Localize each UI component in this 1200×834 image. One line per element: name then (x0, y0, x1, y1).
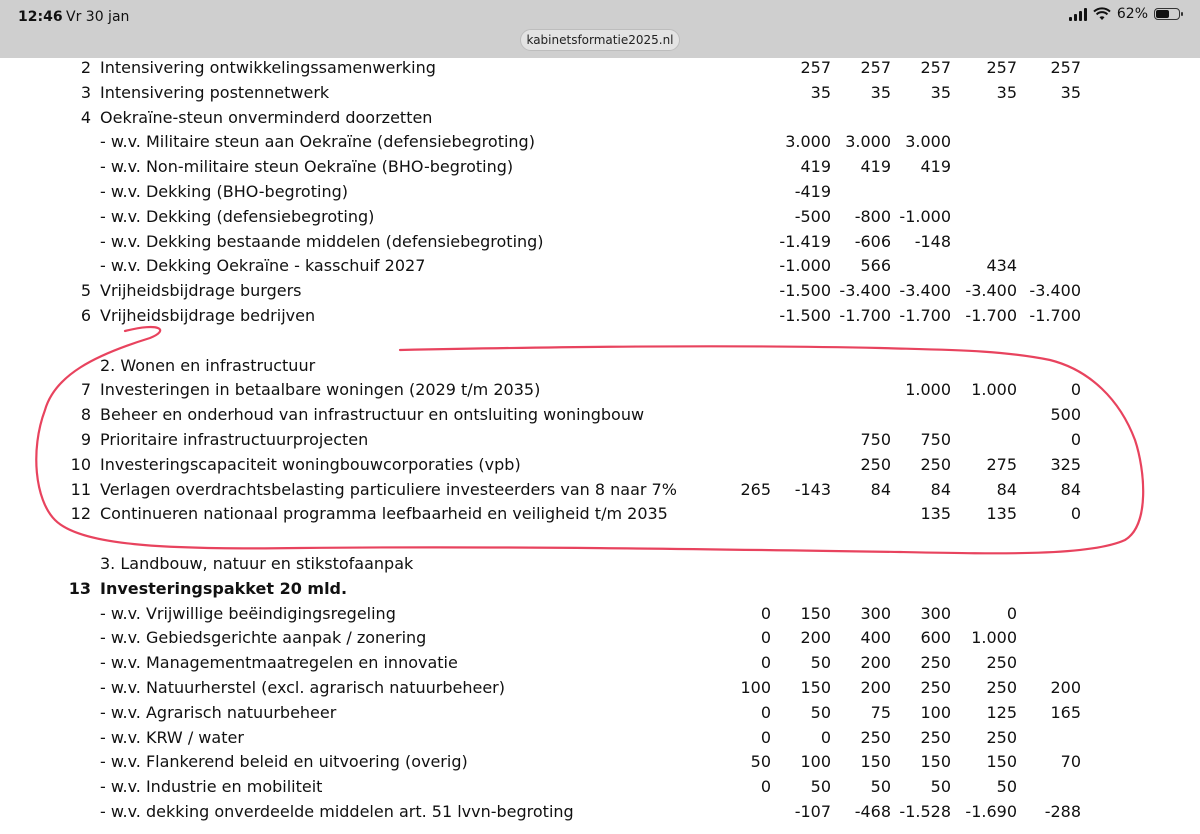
cell-value: 300 (920, 603, 951, 623)
table-row (0, 453, 1200, 477)
cell-value: 250 (986, 653, 1017, 673)
row-label: Investeringspakket 20 mld. (100, 578, 348, 598)
cell-value: 35 (810, 82, 831, 102)
section-header (0, 354, 1200, 378)
table-row (0, 701, 1200, 725)
cell-value: 50 (930, 777, 951, 797)
cell-value: 250 (920, 727, 951, 747)
cell-value: 257 (920, 58, 951, 77)
row-number: 2 (80, 58, 91, 77)
cell-value: 265 (740, 479, 771, 499)
table-row (0, 230, 1200, 254)
cell-value: 0 (760, 628, 771, 648)
cell-value: 100 (800, 752, 831, 772)
row-number: 5 (80, 281, 91, 301)
table-row (0, 726, 1200, 750)
row-label: - w.v. Natuurherstel (excl. agrarisch natuurbeheer) (100, 678, 505, 697)
row-label: Investeringen in betaalbare woningen (2029 t/m 2035) (100, 380, 541, 400)
cell-value: 250 (986, 678, 1017, 697)
row-label: - w.v. Gebiedsgerichte aanpak / zonering (100, 628, 427, 648)
cell-value: 3.000 (905, 132, 951, 152)
row-label: - w.v. Vrijwillige beëindigingsregeling (100, 603, 396, 623)
cell-value: 50 (810, 653, 831, 673)
cell-value: 100 (740, 678, 771, 697)
cell-value: 0 (1070, 504, 1081, 524)
row-number: 13 (68, 578, 91, 598)
cell-value: -1.419 (779, 231, 831, 251)
row-label: Verlagen overdrachtsbelasting particuliere investeerders van 8 naar 7% (100, 479, 677, 499)
cell-value: 600 (920, 628, 951, 648)
wifi-icon (1093, 7, 1111, 21)
cell-value: 419 (920, 157, 951, 177)
row-label: Intensivering ontwikkelingssamenwerking (100, 58, 436, 77)
cell-value: 257 (1050, 58, 1081, 77)
cell-value: -500 (794, 206, 831, 226)
row-label: - w.v. dekking onverdeelde middelen art. 51 lvvn-begroting (100, 802, 574, 821)
cell-value: -3.400 (965, 281, 1017, 301)
cell-value: -1.700 (965, 306, 1017, 325)
battery-icon (1154, 8, 1180, 20)
cell-value: 0 (820, 727, 831, 747)
table-row (0, 478, 1200, 502)
section-header (0, 552, 1200, 576)
row-number: 11 (70, 479, 91, 499)
cell-value: -606 (854, 231, 891, 251)
table-row (0, 56, 1200, 80)
row-label: 3. Landbouw, natuur en stikstofaanpak (100, 554, 414, 573)
cell-value: 250 (860, 454, 891, 474)
cell-value: 125 (986, 702, 1017, 722)
table-row (0, 775, 1200, 799)
cell-value: 250 (920, 678, 951, 697)
cell-value: 150 (920, 752, 951, 772)
cell-value: 750 (920, 430, 951, 449)
cell-value: -3.400 (1029, 281, 1081, 301)
cell-value: 200 (860, 678, 891, 697)
cell-value: 400 (860, 628, 891, 648)
cell-value: -288 (1044, 802, 1081, 821)
cell-value: -143 (794, 479, 831, 499)
row-label: Vrijheidsbijdrage bedrijven (100, 306, 316, 325)
cell-value: 275 (986, 454, 1017, 474)
cell-value: 35 (870, 82, 891, 102)
cell-value: 50 (870, 777, 891, 797)
url-bar[interactable]: kabinetsformatie2025.nl (520, 29, 680, 51)
status-date: Vr 30 jan (66, 9, 130, 25)
cell-value: -800 (854, 206, 891, 226)
cell-value: -148 (914, 231, 951, 251)
cell-value: 257 (986, 58, 1017, 77)
cell-value: 0 (760, 603, 771, 623)
blank-row (0, 527, 1200, 551)
row-label: - w.v. Dekking (BHO-begroting) (100, 182, 348, 201)
table-row (0, 403, 1200, 427)
row-number: 10 (70, 454, 91, 474)
row-label: - w.v. Agrarisch natuurbeheer (100, 702, 337, 722)
cell-value: 0 (1070, 430, 1081, 449)
cell-value: 135 (986, 504, 1017, 524)
cell-value: 750 (860, 430, 891, 449)
cell-value: 419 (860, 157, 891, 177)
cell-value: -3.400 (839, 281, 891, 301)
cell-value: 250 (920, 454, 951, 474)
cell-value: 100 (920, 702, 951, 722)
cell-value: 150 (986, 752, 1017, 772)
cell-value: 84 (930, 479, 951, 499)
table-row (0, 254, 1200, 278)
row-label: Continueren nationaal programma leefbaarheid en veiligheid t/m 2035 (100, 504, 668, 524)
row-number: 7 (80, 380, 91, 400)
blank-row (0, 329, 1200, 353)
table-row (0, 676, 1200, 700)
cell-value: 35 (1060, 82, 1081, 102)
table-row (0, 81, 1200, 105)
cell-value: 50 (996, 777, 1017, 797)
cell-value: 3.000 (845, 132, 891, 152)
table-row (0, 155, 1200, 179)
cell-value: 84 (996, 479, 1017, 499)
row-label: - w.v. Dekking bestaande middelen (defensiebegroting) (100, 231, 544, 251)
row-label: - w.v. KRW / water (100, 727, 244, 747)
cell-value: 434 (986, 256, 1017, 276)
cell-value: 1.000 (905, 380, 951, 400)
table-row (0, 304, 1200, 328)
table-row (0, 651, 1200, 675)
table-row (0, 750, 1200, 774)
table-row (0, 800, 1200, 824)
cell-value: -468 (854, 802, 891, 821)
table-row (0, 180, 1200, 204)
cell-value: -1.690 (965, 802, 1017, 821)
cell-value: 325 (1050, 454, 1081, 474)
row-number: 8 (80, 405, 91, 425)
table-row (0, 502, 1200, 526)
cell-value: 257 (860, 58, 891, 77)
cell-value: 500 (1050, 405, 1081, 425)
cell-value: 70 (1060, 752, 1081, 772)
cell-value: -1.700 (899, 306, 951, 325)
battery-level (1156, 10, 1169, 18)
cell-value: 84 (1060, 479, 1081, 499)
row-number: 3 (80, 82, 91, 102)
cell-value: 3.000 (785, 132, 831, 152)
table-row (0, 106, 1200, 130)
cell-value: -1.000 (779, 256, 831, 276)
cell-value: 419 (800, 157, 831, 177)
row-label: Beheer en onderhoud van infrastructuur en ontsluiting woningbouw (100, 405, 645, 425)
cell-value: 35 (996, 82, 1017, 102)
signal-icon (1069, 7, 1087, 21)
row-label: Prioritaire infrastructuurprojecten (100, 430, 369, 449)
table-row (0, 130, 1200, 154)
table-row (0, 626, 1200, 650)
row-label: - w.v. Flankerend beleid en uitvoering (overig) (100, 752, 468, 772)
cell-value: -1.500 (779, 306, 831, 325)
row-label: - w.v. Non-militaire steun Oekraïne (BHO-begroting) (100, 157, 514, 177)
cell-value: 150 (800, 603, 831, 623)
cell-value: 0 (760, 702, 771, 722)
cell-value: 0 (1070, 380, 1081, 400)
row-label: - w.v. Industrie en mobiliteit (100, 777, 323, 797)
cell-value: -419 (794, 182, 831, 201)
cell-value: 50 (750, 752, 771, 772)
row-label: - w.v. Militaire steun aan Oekraïne (defensiebegroting) (100, 132, 535, 152)
cell-value: 200 (800, 628, 831, 648)
cell-value: 566 (860, 256, 891, 276)
status-indicators (1069, 6, 1180, 22)
cell-value: 250 (860, 727, 891, 747)
table-row (0, 577, 1200, 601)
cell-value: 0 (760, 727, 771, 747)
battery-percentage: 62% (1116, 6, 1148, 22)
row-number: 6 (80, 306, 91, 325)
cell-value: 50 (810, 777, 831, 797)
cell-value: 1.000 (971, 380, 1017, 400)
cell-value: 1.000 (971, 628, 1017, 648)
row-label: Investeringscapaciteit woningbouwcorporaties (vpb) (100, 454, 521, 474)
row-label: Vrijheidsbijdrage burgers (100, 281, 302, 301)
status-time: 12:46 (18, 9, 63, 25)
cell-value: 75 (870, 702, 891, 722)
row-label: Intensivering postennetwerk (100, 82, 330, 102)
cell-value: 200 (860, 653, 891, 673)
cell-value: 135 (920, 504, 951, 524)
row-number: 4 (80, 107, 91, 127)
cell-value: 0 (760, 653, 771, 673)
cell-value: 165 (1050, 702, 1081, 722)
cell-value: 35 (930, 82, 951, 102)
table-row (0, 602, 1200, 626)
row-number: 9 (80, 430, 91, 449)
row-label: - w.v. Dekking Oekraïne - kasschuif 2027 (100, 256, 426, 276)
cell-value: 150 (860, 752, 891, 772)
cell-value: -1.700 (839, 306, 891, 325)
cell-value: 0 (760, 777, 771, 797)
row-label: 2. Wonen en infrastructuur (100, 355, 316, 375)
cell-value: 200 (1050, 678, 1081, 697)
cell-value: 250 (920, 653, 951, 673)
cell-value: -1.000 (899, 206, 951, 226)
row-label: - w.v. Managementmaatregelen en innovatie (100, 653, 458, 673)
row-number: 12 (70, 504, 91, 524)
cell-value: 50 (810, 702, 831, 722)
cell-value: -1.500 (779, 281, 831, 301)
cell-value: 84 (870, 479, 891, 499)
cell-value: 150 (800, 678, 831, 697)
cell-value: -1.700 (1029, 306, 1081, 325)
table-row (0, 378, 1200, 402)
table-row (0, 279, 1200, 303)
cell-value: -1.528 (899, 802, 951, 821)
table-row (0, 428, 1200, 452)
row-label: - w.v. Dekking (defensiebegroting) (100, 206, 375, 226)
cell-value: 257 (800, 58, 831, 77)
cell-value: -107 (794, 802, 831, 821)
cell-value: 250 (986, 727, 1017, 747)
cell-value: 300 (860, 603, 891, 623)
cell-value: -3.400 (899, 281, 951, 301)
table-row (0, 205, 1200, 229)
cell-value: 0 (1006, 603, 1017, 623)
row-label: Oekraïne-steun onverminderd doorzetten (100, 107, 433, 127)
